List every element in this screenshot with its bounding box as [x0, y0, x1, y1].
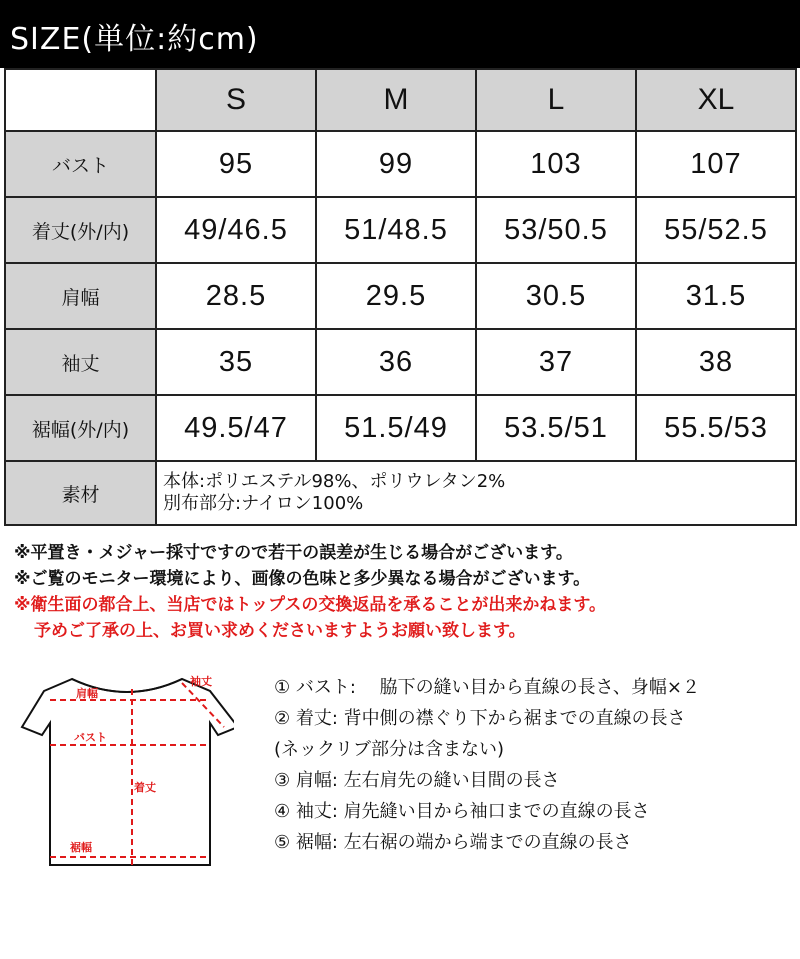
- cell-value: 36: [316, 329, 476, 395]
- label-hem: 裾幅: [70, 841, 92, 854]
- label-shoulder: 肩幅: [76, 687, 98, 700]
- cell-value: 99: [316, 131, 476, 197]
- row-material: [5, 461, 796, 525]
- material-cell: [156, 461, 796, 525]
- size-title: SIZE(単位:約cm): [10, 22, 259, 57]
- cell-value: 51/48.5: [316, 197, 476, 263]
- size-header: [0, 0, 800, 68]
- note-warning: ※衛生面の都合上、当店ではトップスの交換返品を承ることが出来かねます。: [14, 595, 606, 615]
- cell-value: 55.5/53: [636, 395, 796, 461]
- measurement-legend: [274, 672, 700, 858]
- row-bust: [5, 131, 796, 197]
- cell-value: 95: [156, 131, 316, 197]
- legend-item: ④ 袖丈: 肩先縫い目から袖口までの直線の長さ: [274, 801, 650, 822]
- size-header-row: [5, 69, 796, 131]
- cell-value: 31.5: [636, 263, 796, 329]
- note-text: ※ご覧のモニター環境により、画像の色味と多少異なる場合がございます。: [14, 569, 591, 589]
- row-length: [5, 197, 796, 263]
- legend-item: ② 着丈: 背中側の襟ぐり下から裾までの直線の長さ: [274, 708, 686, 729]
- col-l: L: [476, 69, 636, 131]
- cell-value: 28.5: [156, 263, 316, 329]
- row-label: 裾幅(外/内): [5, 395, 156, 461]
- cell-value: 103: [476, 131, 636, 197]
- cell-value: 53/50.5: [476, 197, 636, 263]
- cell-value: 107: [636, 131, 796, 197]
- tshirt-diagram: [14, 665, 234, 880]
- note-warning: 予めご了承の上、お買い求めくださいますようお願い致します。: [34, 621, 526, 641]
- note-text: ※平置き・メジャー採寸ですので若干の誤差が生じる場合がございます。: [14, 543, 573, 563]
- cell-value: 49.5/47: [156, 395, 316, 461]
- tshirt-outline: [22, 679, 234, 865]
- row-label: 素材: [5, 461, 156, 525]
- row-shoulder: [5, 263, 796, 329]
- legend-item: ① バスト: 脇下の縫い目から直線の長さ、身幅×２: [274, 677, 701, 698]
- cell-value: 53.5/51: [476, 395, 636, 461]
- row-sleeve: [5, 329, 796, 395]
- label-sleeve: 袖丈: [190, 675, 212, 688]
- legend-item: ③ 肩幅: 左右肩先の縫い目間の長さ: [274, 770, 560, 791]
- cell-value: 49/46.5: [156, 197, 316, 263]
- label-bust: バスト: [74, 731, 107, 744]
- cell-value: 38: [636, 329, 796, 395]
- row-label: 着丈(外/内): [5, 197, 156, 263]
- col-xl: XL: [636, 69, 796, 131]
- notes: [14, 540, 606, 644]
- row-hem: [5, 395, 796, 461]
- row-label: バスト: [5, 131, 156, 197]
- col-s: S: [156, 69, 316, 131]
- cell-value: 51.5/49: [316, 395, 476, 461]
- cell-value: 30.5: [476, 263, 636, 329]
- cell-value: 29.5: [316, 263, 476, 329]
- material-line: 別布部分:ナイロン100%: [163, 493, 364, 514]
- cell-value: 35: [156, 329, 316, 395]
- material-line: 本体:ポリエステル98%、ポリウレタン2%: [163, 471, 506, 492]
- cell-value: 55/52.5: [636, 197, 796, 263]
- size-table: [4, 68, 797, 526]
- col-m: M: [316, 69, 476, 131]
- row-label: 肩幅: [5, 263, 156, 329]
- cell-value: 37: [476, 329, 636, 395]
- legend-item: (ネックリブ部分は含まない): [274, 739, 505, 760]
- row-label: 袖丈: [5, 329, 156, 395]
- label-length: 着丈: [134, 781, 156, 794]
- corner-cell: [5, 69, 156, 131]
- legend-item: ⑤ 裾幅: 左右裾の端から端までの直線の長さ: [274, 832, 632, 853]
